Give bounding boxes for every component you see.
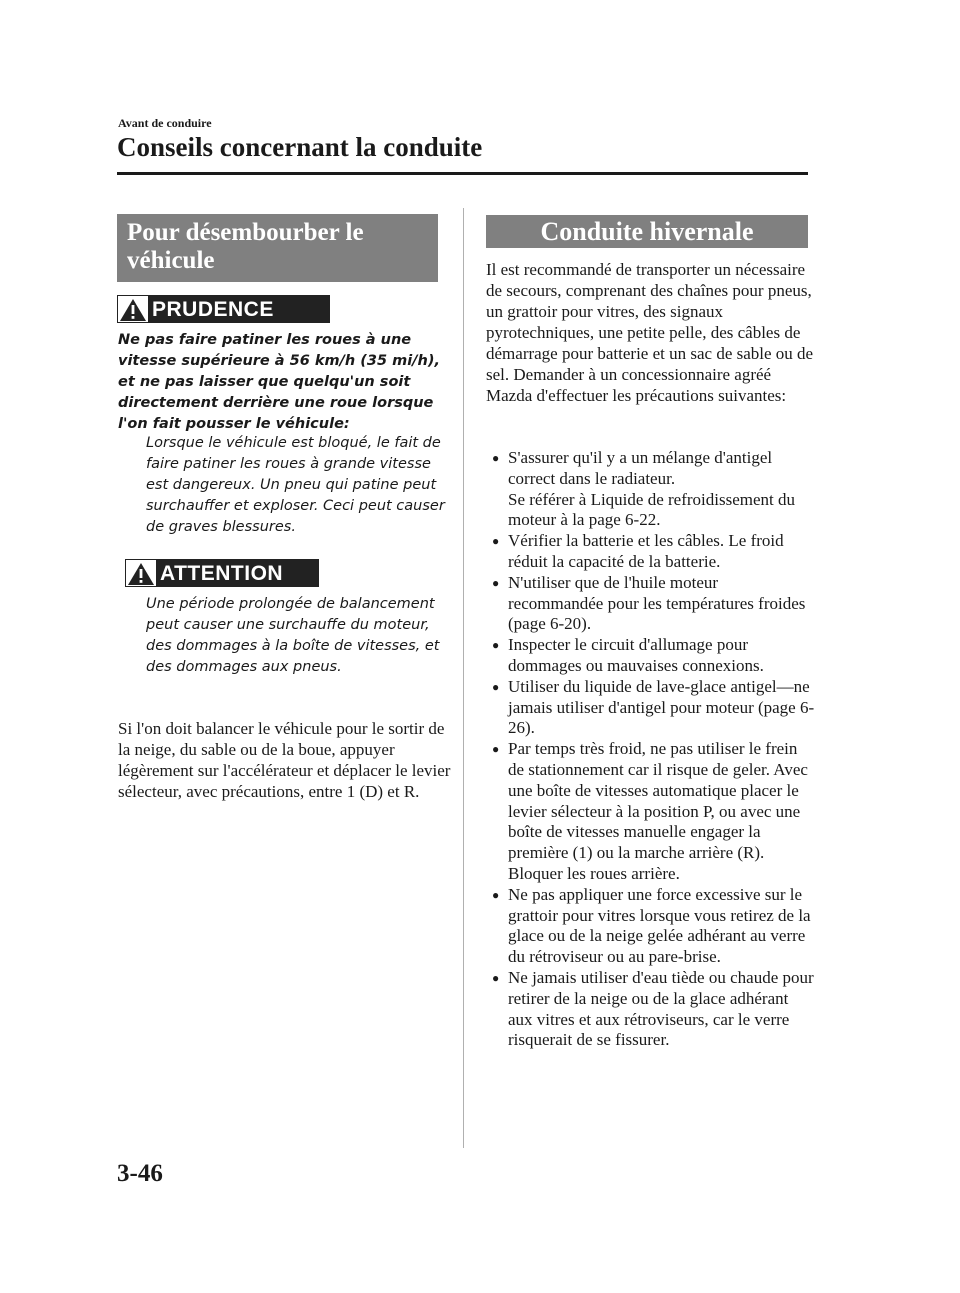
column-divider	[463, 208, 464, 1148]
warning-triangle-icon	[126, 560, 156, 588]
list-item-text: Ne jamais utiliser d'eau tiède ou chaude pour retirer de la neige ou de la glace adhérant aux vitres et aux rétroviseurs, car le verre risquerait de se fissurer.	[508, 967, 814, 1050]
prudence-lead: Ne pas faire patiner les roues à une vitesse supérieure à 56 km/h (35 mi/h), et ne pas laisser que quelqu'un soit directement derrière une roue lorsque l'on fait pousser le véhicule:	[118, 332, 440, 432]
list-item-extra: Se référer à Liquide de refroidissement du moteur à la page 6-22.	[508, 489, 795, 530]
list-item	[486, 635, 816, 677]
list-item-text: Inspecter le circuit d'allumage pour dommages ou mauvaises connexions.	[508, 635, 764, 675]
section-title-desembourber: Pour désembourber le véhicule	[117, 214, 438, 282]
prudence-label-text: PRUDENCE	[148, 296, 329, 322]
winter-precautions-list	[486, 448, 816, 1051]
bullet-dot-icon: ●	[492, 679, 500, 694]
attention-label-text: ATTENTION	[156, 560, 318, 586]
list-item	[486, 448, 816, 531]
warning-triangle-icon	[118, 296, 148, 324]
list-item-text: Ne pas appliquer une force excessive sur le grattoir pour vitres lorsque vous retirez de la glace ou de la neige gelée adhérant au verre du rétroviseur ou au pare-brise.	[508, 884, 811, 967]
left-body-paragraph: Si l'on doit balancer le véhicule pour le sortir de la neige, du sable ou de la boue, appuyer légèrement sur l'accélérateur et déplacer le levier sélecteur, avec précautions, entre 1 (D) et R.	[118, 719, 451, 801]
bullet-dot-icon: ●	[492, 887, 500, 902]
list-item-text: Vérifier la batterie et les câbles. Le froid réduit la capacité de la batterie.	[508, 531, 784, 571]
list-item	[486, 677, 816, 739]
bullet-dot-icon: ●	[492, 575, 500, 590]
winter-intro-paragraph: Il est recommandé de transporter un nécessaire de secours, comprenant des chaînes pour pneus, un grattoir pour vitres, des signaux pyrotechniques, une petite pelle, des câbles de démarrage pour batterie et un sac de sable ou de sel. Demander à un concessionnaire agréé Mazda d'effectuer les précautions suivantes:	[486, 260, 814, 405]
bullet-dot-icon: ●	[492, 638, 500, 653]
list-item-text: S'assurer qu'il y a un mélange d'antigel correct dans le radiateur.	[508, 448, 773, 488]
list-item	[486, 739, 816, 885]
attention-text: Une période prolongée de balancement peut causer une surchauffe du moteur, des dommages à la boîte de vitesses, et des dommages aux pneus.	[146, 596, 440, 675]
list-item	[486, 885, 816, 968]
list-item-text: N'utiliser que de l'huile moteur recommandée pour les températures froides (page 6-20).	[508, 572, 806, 634]
list-item	[486, 968, 816, 1051]
page-number: 3-46	[117, 1160, 163, 1187]
bullet-dot-icon: ●	[492, 534, 500, 549]
heading-rule	[117, 172, 808, 175]
bullet-dot-icon: ●	[492, 451, 500, 465]
prudence-detail: Lorsque le véhicule est bloqué, le fait de faire patiner les roues à grande vitesse est dangereux. Un pneu qui patine peut surchauffer et exploser. Ceci peut causer de graves blessures.	[146, 435, 445, 535]
section-title-conduite-hivernale: Conduite hivernale	[486, 215, 808, 248]
list-item	[486, 573, 816, 635]
prudence-label	[117, 295, 330, 323]
bullet-dot-icon: ●	[492, 970, 500, 985]
breadcrumb: Avant de conduire	[118, 116, 212, 130]
list-item-text: Utiliser du liquide de lave-glace antigel―ne jamais utiliser d'antigel pour moteur (page 6-26).	[508, 676, 815, 738]
bullet-dot-icon: ●	[492, 742, 500, 757]
list-item-text: Par temps très froid, ne pas utiliser le frein de stationnement car il risque de geler. Avec une boîte de vitesses automatique placer le levier sélecteur à la position P, ou avec une boîte de vitesses manuelle engager la première (1) ou la marche arrière (R). Bloquer les roues arrière.	[508, 739, 808, 883]
page-title: Conseils concernant la conduite	[117, 132, 483, 162]
list-item	[486, 531, 816, 573]
attention-label	[125, 559, 319, 587]
